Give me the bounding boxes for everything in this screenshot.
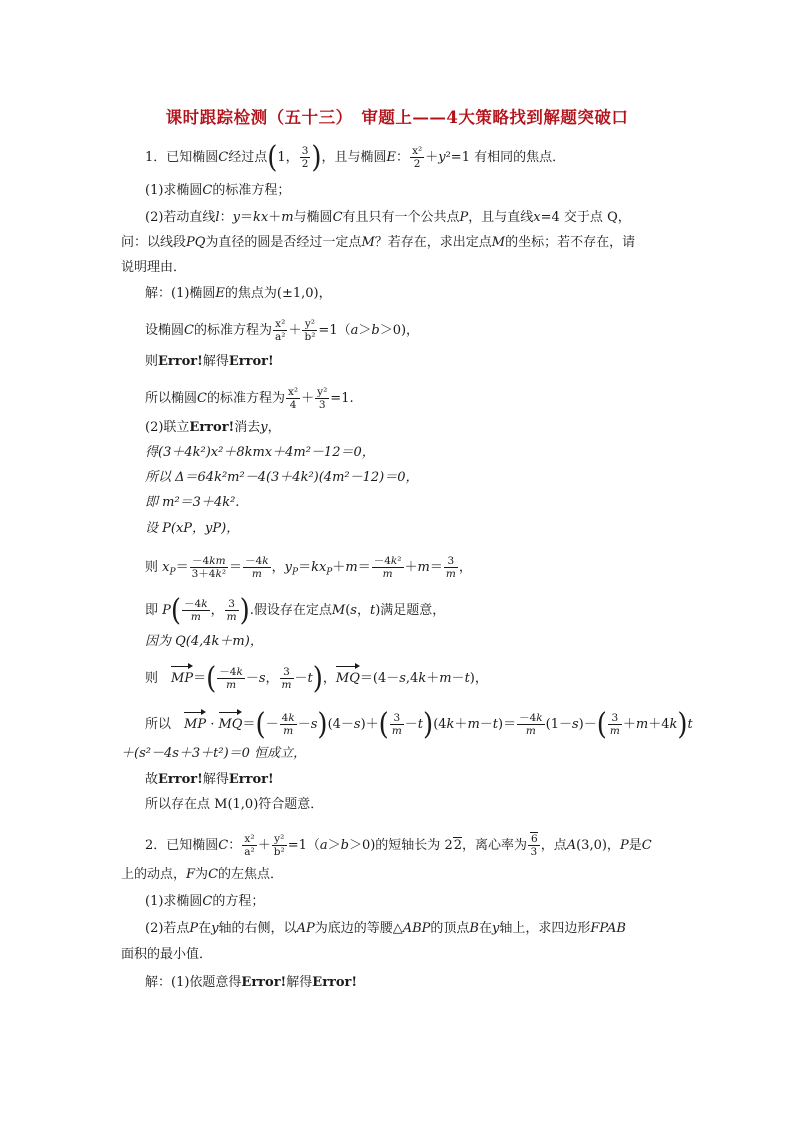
solution-1-conclusion: 所以存在点 M(1,0)符合题意． <box>145 797 324 812</box>
solution-1-step-15: ＋(s²－4s＋3＋t²)＝0 恒成立， <box>121 746 307 761</box>
solution-1-step-11: 即 P( $\frac{-4k}{m}$ ， $\frac{3}{m}$ ).假设存在定点M(s，t)满足题意， <box>145 593 446 628</box>
problem-2-stem: 2．已知椭圆C： $\frac{\text{x²}}{\text{a²}}$ ＋ $\frac{\text{y²}}{\text{b²}}$ =1（a＞b＞0)的短轴长为 22，离心率为 $\frac{6}{3}$ ，点A(3,0)，P是C <box>145 833 652 858</box>
problem-1-part-1: (1)求椭圆C的标准方程； <box>145 183 291 198</box>
solution-1-step-4: 所以椭圆C的标准方程为 $\frac{\text{x²}}{4}$ ＋ $\frac{\text{y²}}{3}$ =1. <box>145 386 354 411</box>
problem-2-part-1: (1)求椭圆C的方程； <box>145 894 265 909</box>
solution-1-step-14: 所以 MP · MQ＝(－ $\frac{4k}{m}$ －s)(4－s)＋( $\frac{3}{m}$ －t)(4k＋m－t)＝ $\frac{-4k}{m}$ (1－s)－( $\frac{3}{m}$ ＋m＋4k)t <box>145 707 693 742</box>
problem-1-part-2-line-2: 问：以线段PQ为直径的圆是否经过一定点M？若存在，求出定点M的坐标；若不存在，请 <box>121 235 636 250</box>
problem-2-part-2-line-2: 面积的最小值． <box>121 947 213 962</box>
solution-1-step-10: 则 $x_P=$ $\frac{-4km}{\text{3＋4k²}}$ ＝ $\frac{-4k}{m}$ ，$y_P=kx_P+m=$ $\frac{\text{－4k²}}{m}$ ＋m＝ $\frac{3}{m}$ ， <box>145 555 472 580</box>
page-title: 课时跟踪检测（五十三） 审题上——4大策略找到解题突破口 <box>165 108 629 127</box>
problem-1-stem: 1．已知椭圆C经过点(1， $\frac{3}{2}$ )，且与椭圆E： $\frac{\text{x²}}{2}$ ＋y²=1 有相同的焦点． <box>145 140 566 175</box>
solution-1-step-13: 则 MP＝( $\frac{-4k}{m}$ －s， $\frac{3}{m}$ －t)，MQ＝(4－s,4k＋m－t)， <box>145 661 488 696</box>
solution-1-step-5: (2)联立Error!消去y， <box>145 420 281 435</box>
solution-1-step-12: 因为 Q(4,4k＋m)， <box>145 634 263 649</box>
solution-2-step-1: 解：(1)依题意得Error!解得Error! <box>145 975 358 990</box>
solution-1-step-7: 所以 Δ＝64k²m²－4(3＋4k²)(4m²－12)＝0， <box>145 470 419 485</box>
problem-1-part-2: (2)若动直线l：y＝kx＋m与椭圆C有且只有一个公共点P，且与直线x=4 交于点 Q， <box>145 210 631 225</box>
solution-1-step-16: 故Error!解得Error! <box>145 772 274 787</box>
problem-2-part-2: (2)若点P在y轴的右侧，以AP为底边的等腰△ABP的顶点B在y轴上，求四边形FPAB <box>145 921 626 936</box>
solution-1-step-6: 得(3＋4k²)x²＋8kmx＋4m²－12＝0， <box>145 445 375 460</box>
solution-1-step-3: 则Error!解得Error! <box>145 354 274 369</box>
solution-1-step-8: 即 m²＝3＋4k². <box>145 495 240 510</box>
solution-1-step-9: 设 P(xP，yP)， <box>145 521 240 536</box>
solution-1-step-1: 解：(1)椭圆E的焦点为(±1,0)， <box>145 286 332 301</box>
solution-1-step-2: 设椭圆C的标准方程为 $\frac{\text{x²}}{\text{a²}}$ ＋ $\frac{\text{y²}}{\text{b²}}$ =1（a＞b＞0)， <box>145 318 420 343</box>
problem-2-stem-line-2: 上的动点，F为C的左焦点． <box>121 867 284 882</box>
problem-1-part-2-line-3: 说明理由． <box>121 260 187 275</box>
